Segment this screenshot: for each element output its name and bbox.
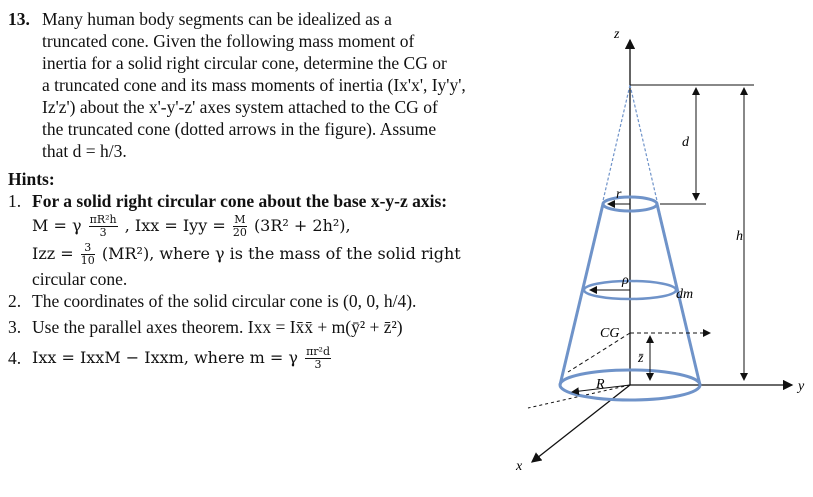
fraction [81, 242, 95, 267]
problem-line: truncated cone. Given the following mass moment of [42, 31, 415, 51]
cone-figure [510, 0, 813, 492]
fraction-numerator: πr²d [306, 345, 331, 358]
problem-statement [8, 8, 500, 162]
hints-section [8, 168, 508, 372]
label-z: z [614, 27, 620, 42]
formula-ixx-rhs: (3R² + 2h²), [253, 216, 351, 235]
label-R: R [596, 377, 605, 392]
hint-2 [8, 290, 508, 312]
label-y: y [798, 379, 805, 394]
fraction-numerator: πR²h [89, 213, 117, 226]
formula-izz-lhs: Izz = [32, 244, 74, 263]
formula-izz [32, 240, 508, 268]
formula-ixx-lhs: , Ixx = Iyy = [124, 216, 226, 235]
label-r: r [616, 187, 622, 202]
label-rho: ρ [622, 273, 629, 288]
hints-title: Hints: [8, 169, 55, 189]
formula-continuation: circular cone. [32, 269, 128, 289]
fraction [233, 214, 247, 239]
fraction [305, 346, 331, 371]
frustum-edge-left [560, 204, 603, 385]
hint-number: 1. [8, 191, 22, 211]
formula-izz-rhs: (MR²), where γ is the mass of the solid right [101, 244, 461, 263]
problem-line: Many human body segments can be idealized as a [42, 9, 392, 29]
cone-diagram [510, 0, 813, 492]
fraction-denominator: 10 [80, 254, 95, 267]
problem-number: 13. [8, 9, 30, 29]
fraction-denominator: 3 [99, 226, 107, 239]
fraction [89, 214, 118, 239]
hint-number: 4. [8, 348, 22, 368]
cg-x-axis [568, 333, 630, 372]
label-dm: dm [676, 287, 694, 302]
fraction-numerator: M [234, 213, 246, 226]
problem-line: a truncated cone and its mass moments of inertia (Ix'x', Iy'y', [42, 75, 466, 95]
hint-text: Ixx = IxxM − Ixxm, where m = γ [32, 348, 298, 367]
label-x: x [516, 459, 523, 474]
hint-number: 3. [8, 317, 22, 337]
fraction-denominator: 3 [314, 358, 322, 371]
problem-line: that d = h/3. [42, 141, 127, 161]
problem-line: Iz'z') about the x'-y'-z' axes system attached to the CG of [42, 97, 438, 117]
hint-number: 2. [8, 291, 22, 311]
label-d: d [682, 135, 689, 150]
problem-line: the truncated cone (dotted arrows in the figure). Assume [42, 119, 437, 139]
hint-1 [8, 190, 508, 212]
label-h: h [736, 229, 743, 244]
formula-mass-inertia [32, 212, 508, 240]
fraction-numerator: 3 [81, 242, 95, 255]
label-zbar: z̄ [638, 351, 644, 366]
hint-heading: For a solid right circular cone about the base x-y-z axis: [32, 191, 448, 211]
label-cg: CG [600, 326, 620, 341]
problem-line: inertia for a solid right circular cone, determine the CG or [42, 53, 447, 73]
problem-text [42, 8, 500, 162]
fraction-denominator: 20 [232, 226, 247, 239]
hint-text: The coordinates of the solid circular cone is (0, 0, h/4). [32, 291, 417, 311]
hint-4 [8, 344, 508, 372]
hint-3 [8, 316, 508, 338]
formula-mass-lhs: M = γ [32, 216, 82, 235]
hint-text: Use the parallel axes theorem. Ixx = Ix̄x̄ + m(ȳ² + z̄²) [32, 317, 403, 337]
